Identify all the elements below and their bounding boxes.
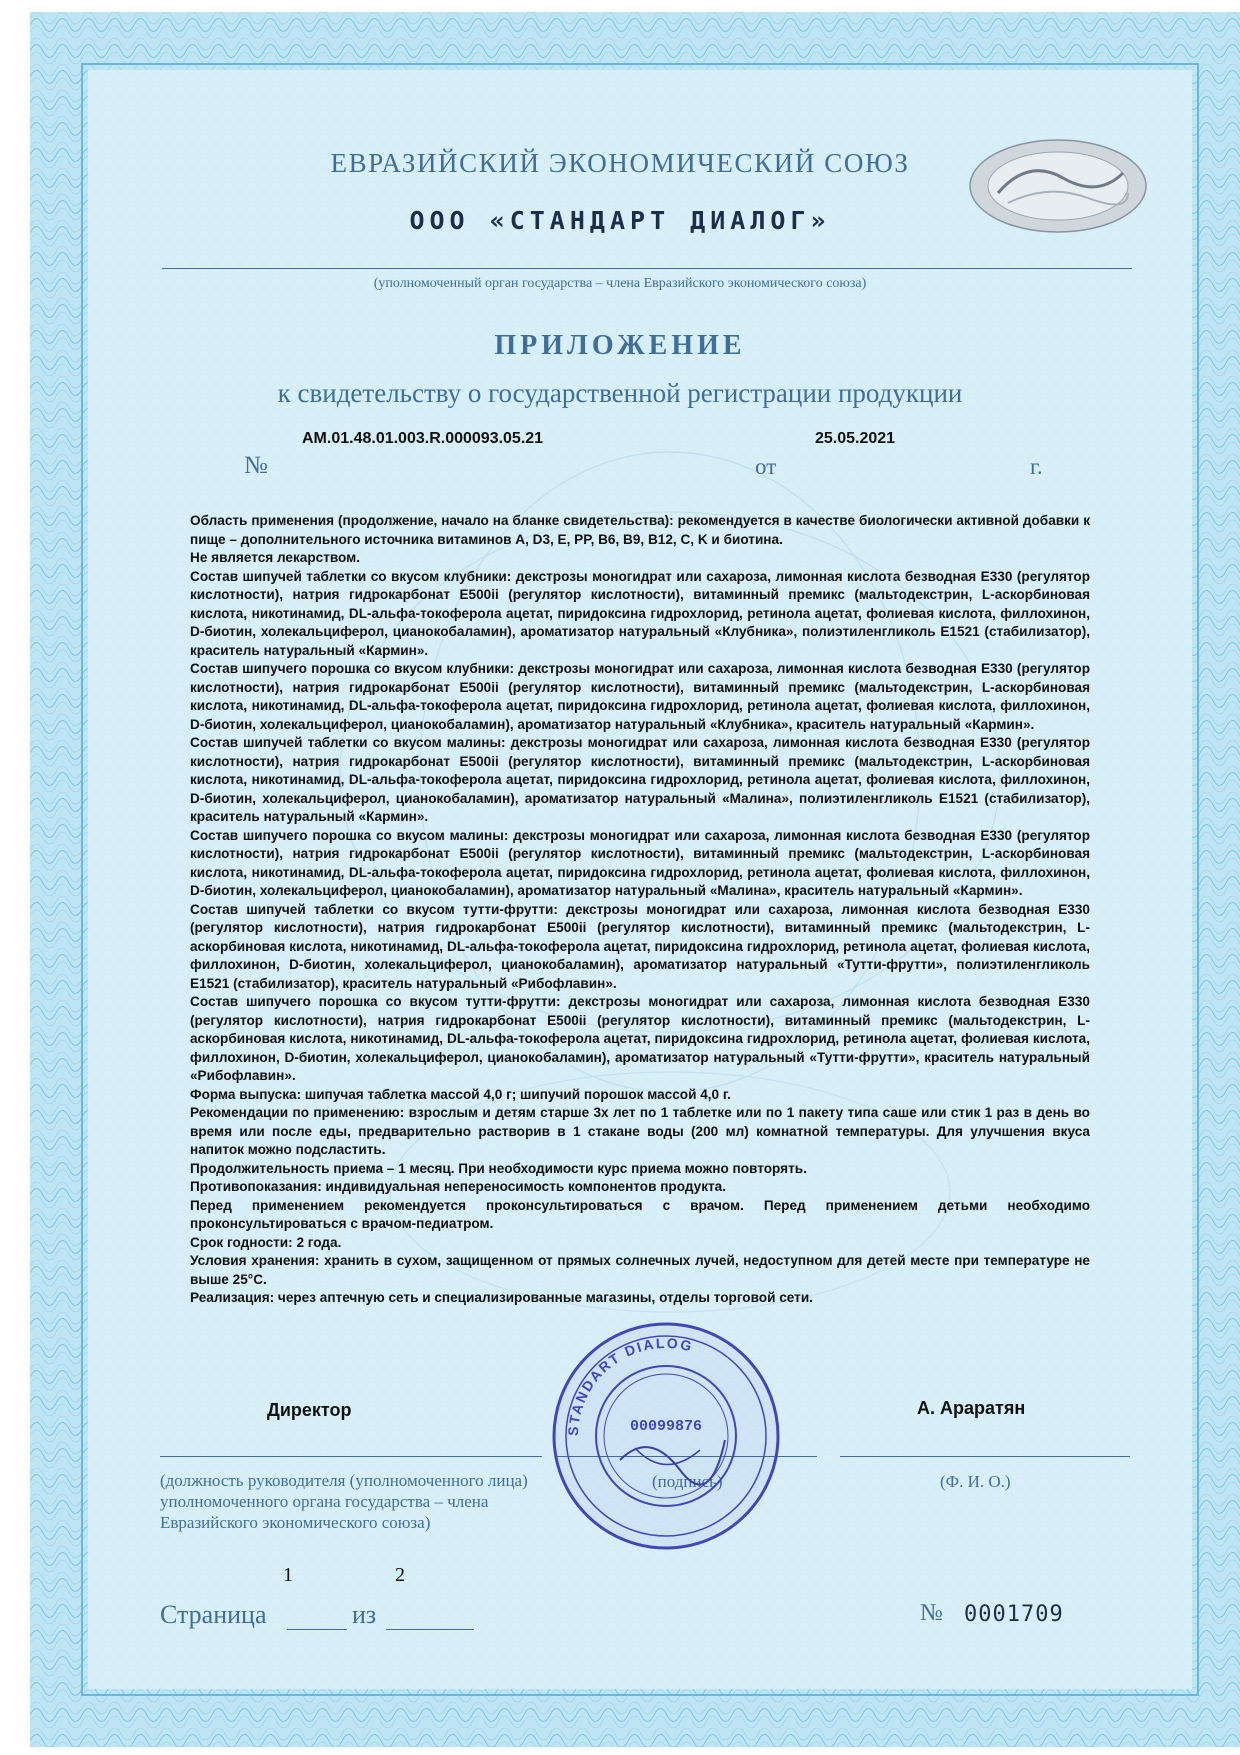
body-paragraph: Перед применением рекомендуется проконсультироваться с врачом. Перед применением детьми необходимо проконсультироваться с врачом-педиатром.: [190, 1197, 1090, 1231]
page-current-line: [287, 1629, 347, 1630]
document-body: [190, 512, 1090, 1308]
registration-date: 25.05.2021: [815, 430, 896, 447]
serial-number: 0001709: [964, 1602, 1064, 1627]
body-paragraph: Состав шипучей таблетки со вкусом тутти-фрутти: декстрозы моногидрат или сахароза, лимонная кислота безводная E330 (регулятор кислотности), натрия гидрокарбонат E500ii (регулятор кислотности), витаминный премикс (мальтодекстрин, L-аскорбиновая кислота, никотинамид, DL-альфа-токоферола ацетат, пиридоксина гидрохлорид, ретинола ацетат, фолиевая кислота, филлохинон, D-биотин, холекальциферол, цианокобаламин), ароматизатор натуральный «Тутти-фрутти», полиэтиленгликоль E1521 (стабилизатор), краситель натуральный «Рибофлавин».: [190, 901, 1090, 991]
body-paragraph: Область применения (продолжение, начало на бланке свидетельства): рекомендуется в качестве биологически активной добавки к пище – дополнительного источника витаминов A, D3, E, PP, B6, B9, B12, C, K и биотина.: [190, 513, 1090, 547]
position-line: [160, 1456, 542, 1457]
body-paragraph: Состав шипучей таблетки со вкусом малины: декстрозы моногидрат или сахароза, лимонная кислота безводная E330 (регулятор кислотности), натрия гидрокарбонат E500ii (регулятор кислотности), витаминный премикс (мальтодекстрин, L-аскорбиновая кислота, никотинамид, DL-альфа-токоферола ацетат, пиридоксина гидрохлорид, ретинола ацетат, фолиевая кислота, филлохинон, D-биотин, холекальциферол, цианокобаламин), ароматизатор натуральный «Малина», полиэтиленгликоль E1521 (стабилизатор), краситель натуральный «Кармин».: [190, 735, 1090, 824]
seal-number: 00099876: [629, 1418, 703, 1435]
body-paragraph: Не является лекарством.: [190, 550, 360, 565]
union-title: ЕВРАЗИЙСКИЙ ЭКОНОМИЧЕСКИЙ СОЮЗ: [330, 148, 910, 178]
body-paragraph: Форма выпуска: шипучая таблетка массой 4,0 г; шипучий порошок массой 4,0 г.: [190, 1086, 731, 1102]
year-suffix: г.: [1030, 454, 1043, 479]
body-paragraph: Состав шипучего порошка со вкусом тутти-фрутти: декстрозы моногидрат или сахароза, лимонная кислота безводная E330 (регулятор кислотности), натрия гидрокарбонат E500ii (регулятор кислотности), витаминный премикс (мальтодекстрин, L-аскорбиновая кислота, никотинамид, DL-альфа-токоферола ацетат, пиридоксина гидрохлорид, ретинола ацетат, фолиевая кислота, филлохинон, D-биотин, холекальциферол, цианокобаламин), ароматизатор натуральный «Тутти-фрутти», краситель натуральный «Рибофлавин».: [190, 994, 1090, 1083]
page-total: 2: [395, 1564, 405, 1586]
body-paragraph: Реализация: через аптечную сеть и специализированные магазины, отделы торговой сети.: [190, 1290, 813, 1305]
body-paragraph: Условия хранения: хранить в сухом, защищенном от прямых солнечных лучей, недоступном для детей месте при температуре не выше 25°С.: [190, 1253, 1090, 1287]
position-caption: (должность руководителя (уполномоченного лица) уполномоченного органа государства – члена Евразийского экономического союза): [160, 1471, 528, 1532]
seal-text: STANDART DIALOG: [564, 1334, 695, 1437]
page-label: Страница: [160, 1600, 267, 1629]
signatory-position: Директор: [267, 1400, 352, 1420]
body-paragraph: Противопоказания: индивидуальная непереносимость компонентов продукта.: [190, 1179, 727, 1194]
body-paragraph: Состав шипучего порошка со вкусом малины: декстрозы моногидрат или сахароза, лимонная кислота безводная E330 (регулятор кислотности), натрия гидрокарбонат E500ii (регулятор кислотности), витаминный премикс (мальтодекстрин, L-аскорбиновая кислота, никотинамид, DL-альфа-токоферола ацетат, пиридоксина гидрохлорид, ретинола ацетат, фолиевая кислота, филлохинон, D-биотин, холекальциферол, цианокобаламин), ароматизатор натуральный «Малина», краситель натуральный «Кармин».: [190, 827, 1090, 898]
date-label: от: [755, 454, 777, 479]
name-caption: (Ф. И. О.): [940, 1472, 1011, 1491]
document-subtitle: к свидетельству о государственной регистрации продукции: [277, 378, 963, 408]
header-divider: [162, 268, 1132, 269]
body-paragraph: Срок годности: 2 года.: [190, 1234, 342, 1250]
organization-name: ООО «СТАНДАРТ ДИАЛОГ»: [409, 206, 831, 235]
number-label: №: [244, 452, 268, 479]
signatory-name: А. Араратян: [917, 1398, 1026, 1418]
page-current: 1: [283, 1564, 293, 1586]
page-total-line: [386, 1629, 474, 1630]
body-paragraph: Состав шипучей таблетки со вкусом клубники: декстрозы моногидрат или сахароза, лимонная кислота безводная E330 (регулятор кислотности), натрия гидрокарбонат E500ii (регулятор кислотности), витаминный премикс (мальтодекстрин, L-аскорбиновая кислота, никотинамид, DL-альфа-токоферола ацетат, пиридоксина гидрохлорид, ретинола ацетат, фолиевая кислота, филлохинон, D-биотин, холекальциферол, цианокобаламин), ароматизатор натуральный «Клубника», полиэтиленгликоль E1521 (стабилизатор), краситель натуральный «Кармин».: [190, 568, 1090, 658]
body-paragraph: Состав шипучего порошка со вкусом клубники: декстрозы моногидрат или сахароза, лимонная кислота безводная E330 (регулятор кислотности), натрия гидрокарбонат E500ii (регулятор кислотности), витаминный премикс (мальтодекстрин, L-аскорбиновая кислота, никотинамид, DL-альфа-токоферола ацетат, пиридоксина гидрохлорид, ретинола ацетат, фолиевая кислота, филлохинон, D-биотин, холекальциферол, цианокобаламин), ароматизатор натуральный «Клубника», краситель натуральный «Кармин».: [190, 661, 1090, 732]
document-title: ПРИЛОЖЕНИЕ: [494, 330, 746, 361]
body-paragraph: Рекомендации по применению: взрослым и детям старше 3х лет по 1 таблетке или по 1 пакету типа саше или стик 1 раз в день во время или после еды, предварительно растворив в 1 стакане воды (200 мл) комнатной температуры. Для улучшения вкуса напиток можно подсластить.: [190, 1105, 1090, 1157]
serial-label: №: [920, 1600, 943, 1626]
body-paragraph: Продолжительность приема – 1 месяц. При необходимости курс приема можно повторять.: [190, 1160, 807, 1176]
page-of-label: из: [352, 1600, 377, 1629]
authority-caption: (уполномоченный орган государства – члена Евразийского экономического союза): [373, 276, 867, 291]
organization-seal: [550, 1320, 782, 1552]
registration-number: AM.01.48.01.003.R.000093.05.21: [302, 430, 544, 447]
name-line: [840, 1456, 1130, 1457]
